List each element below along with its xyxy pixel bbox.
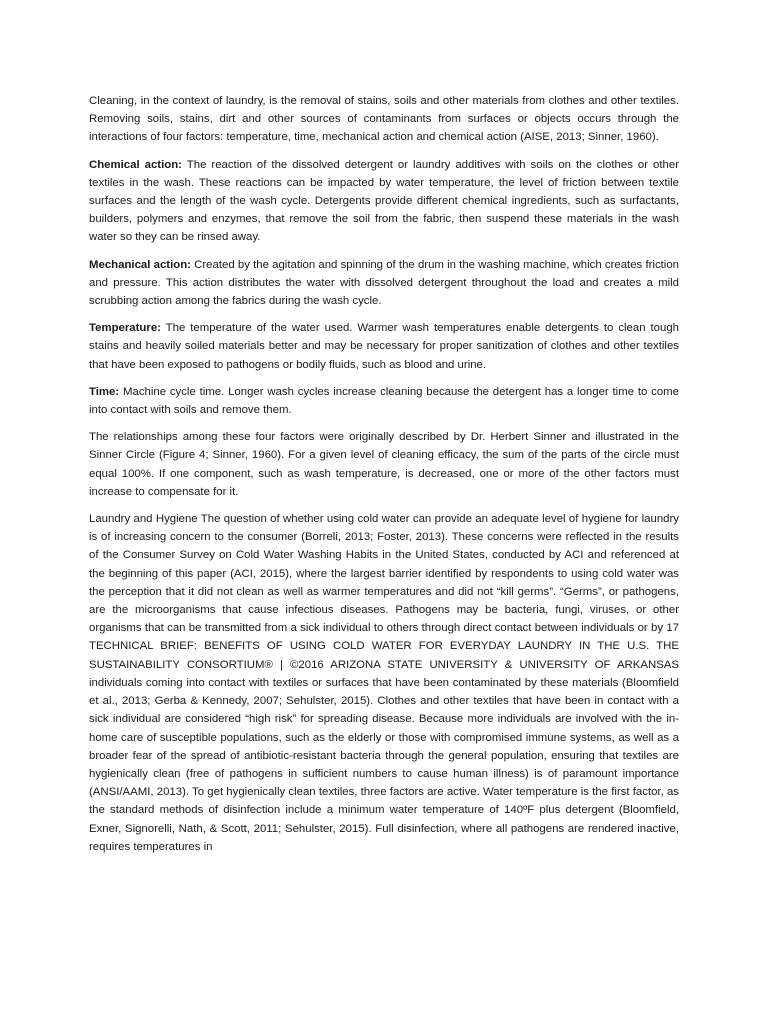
relationships-paragraph: The relationships among these four factors were originally described by Dr. Herbert Sinner and illustrated in the Sinner Circle (Figure 4; Sinner, 1960). For a given level of cleaning efficacy, the sum of the parts of the circle must equal 100%. If one component, such as wash temperature, is decreased, one or more of the other factors must increase to compensate for it.	[89, 431, 679, 498]
chemical-action-heading: Chemical action:	[89, 158, 182, 171]
intro-paragraph: Cleaning, in the context of laundry, is the removal of stains, soils and other materials from clothes and other textiles. Removing soils, stains, dirt and other sources of contaminants from surfaces or objects occurs through the interactions of four factors: temperature, time, mechanical action and chemical action (AISE, 2013; Sinner, 1960).	[89, 95, 679, 144]
temperature-heading: Temperature:	[89, 322, 161, 335]
mechanical-action-paragraph	[89, 256, 679, 311]
temperature-paragraph	[89, 319, 679, 374]
chemical-action-paragraph	[89, 156, 679, 247]
time-text: Machine cycle time. Longer wash cycles increase cleaning because the detergent has a longer time to come into contact with soils and remove them.	[89, 385, 679, 417]
document-page	[89, 92, 679, 865]
mechanical-action-text: Created by the agitation and spinning of the drum in the washing machine, which creates friction and pressure. This action distributes the water with dissolved detergent throughout the load and creates a mild scrubbing action among the fabrics during the wash cycle.	[89, 258, 679, 308]
laundry-hygiene-paragraph: Laundry and Hygiene The question of whether using cold water can provide an adequate level of hygiene for laundry is of increasing concern to the consumer (Borreli, 2013; Foster, 2013). These concerns were reflected in the results of the Consumer Survey on Cold Water Washing Habits in the United States, conducted by ACI and referenced at the beginning of this paper (ACI, 2015), where the largest barrier identified by respondents to using cold water was the perception that it did not clean as well as warmer temperatures and did not “kill germs”. “Germs”, or pathogens, are the microorganisms that cause infectious diseases. Pathogens may be bacteria, fungi, viruses, or other organisms that can be transmitted from a sick individual to others through direct contact between individuals or by 17 TECHNICAL BRIEF: BENEFITS OF USING COLD WATER FOR EVERYDAY LAUNDRY IN THE U.S. THE SUSTAINABILITY CONSORTIUM® | ©2016 ARIZONA STATE UNIVERSITY & UNIVERSITY OF ARKANSAS individuals coming into contact with textiles or surfaces that have been contaminated by these materials (Bloomfield et al., 2013; Gerba & Kennedy, 2007; Sehulster, 2015). Clothes and other textiles that have been in contact with a sick individual are considered “high risk” for spreading disease. Because more individuals are involved with the in-home care of susceptible populations, such as the elderly or those with compromised immune systems, as well as a broader fear of the spread of antibiotic-resistant bacteria through the general population, ensuring that textiles are hygienically clean (free of pathogens in sufficient numbers to cause human illness) is of paramount importance (ANSI/AAMI, 2013). To get hygienically clean textiles, three factors are active. Water temperature is the first factor, as the standard methods of disinfection include a minimum water temperature of 140ºF plus detergent (Bloomfield, Exner, Signorelli, Nath, & Scott, 2011; Sehulster, 2015). Full disinfection, where all pathogens are rendered inactive, requires temperatures in	[89, 513, 679, 853]
mechanical-action-heading: Mechanical action:	[89, 258, 191, 271]
time-paragraph	[89, 383, 679, 419]
chemical-action-text: The reaction of the dissolved detergent or laundry additives with soils on the clothes or other textiles in the wash. These reactions can be impacted by water temperature, the level of friction between textile surfaces and the length of the wash cycle. Detergents provide different chemical ingredients, such as surfactants, builders, polymers and enzymes, that remove the soil from the fabric, then suspend these materials in the wash water so they can be rinsed away.	[89, 158, 679, 244]
time-heading: Time:	[89, 385, 120, 398]
temperature-text: The temperature of the water used. Warmer wash temperatures enable detergents to clean tough stains and heavily soiled materials better and may be necessary for proper sanitization of clothes and other textiles that have been exposed to pathogens or bodily fluids, such as blood and urine.	[89, 322, 679, 371]
